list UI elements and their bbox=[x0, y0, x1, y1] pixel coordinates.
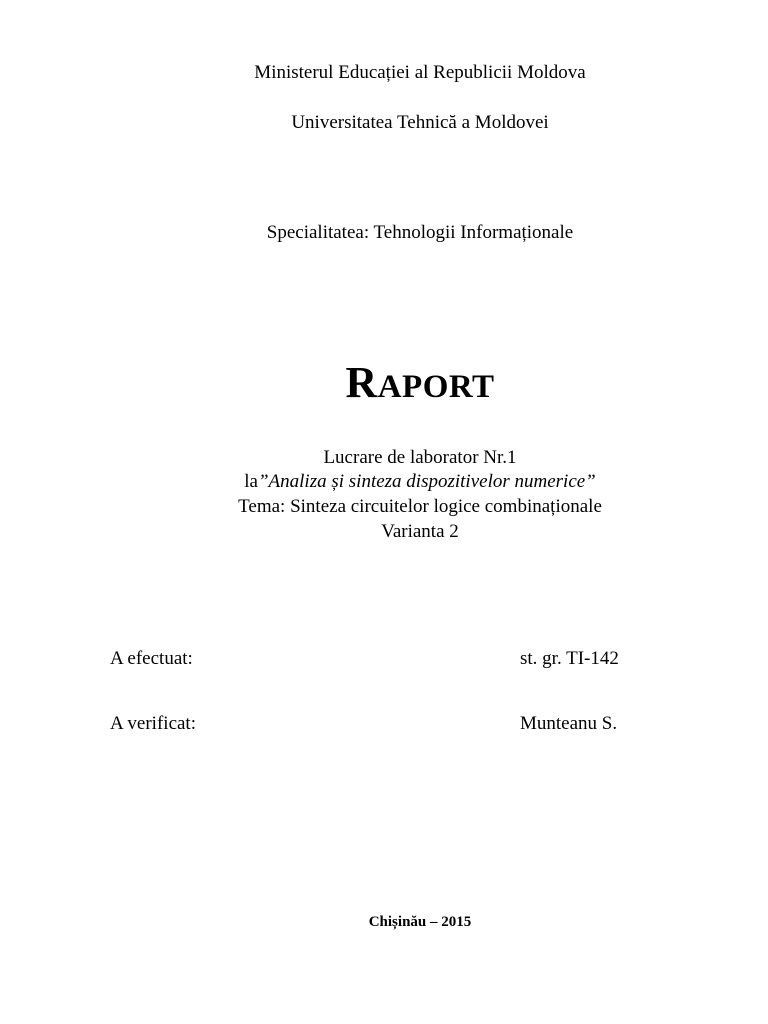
ministry-name: Ministerul Educației al Republicii Moldova bbox=[254, 62, 586, 83]
course-name: ”Analiza și sinteza dispozitivelor numerice” bbox=[257, 471, 596, 492]
theme-line: Tema: Sinteza circuitelor logice combinaționale bbox=[238, 496, 602, 517]
checked-by-value: Munteanu S. bbox=[520, 713, 618, 734]
lab-number: Lucrare de laborator Nr.1 bbox=[323, 447, 517, 468]
report-title-rest: APORT bbox=[377, 369, 495, 405]
course-prefix: la bbox=[244, 471, 258, 492]
performed-by-label: A efectuat: bbox=[110, 648, 193, 669]
performed-by-value: st. gr. TI-142 bbox=[520, 648, 619, 669]
place-and-year: Chișinău – 2015 bbox=[368, 914, 472, 930]
variant-line: Varianta 2 bbox=[381, 521, 459, 542]
specialty-line: Specialitatea: Tehnologii Informaționale bbox=[266, 222, 574, 243]
report-title bbox=[36, 358, 768, 412]
course-line bbox=[36, 470, 768, 494]
checked-by-label: A verificat: bbox=[110, 713, 196, 734]
report-title-initial: R bbox=[345, 358, 378, 407]
university-name: Universitatea Tehnică a Moldovei bbox=[291, 112, 549, 133]
